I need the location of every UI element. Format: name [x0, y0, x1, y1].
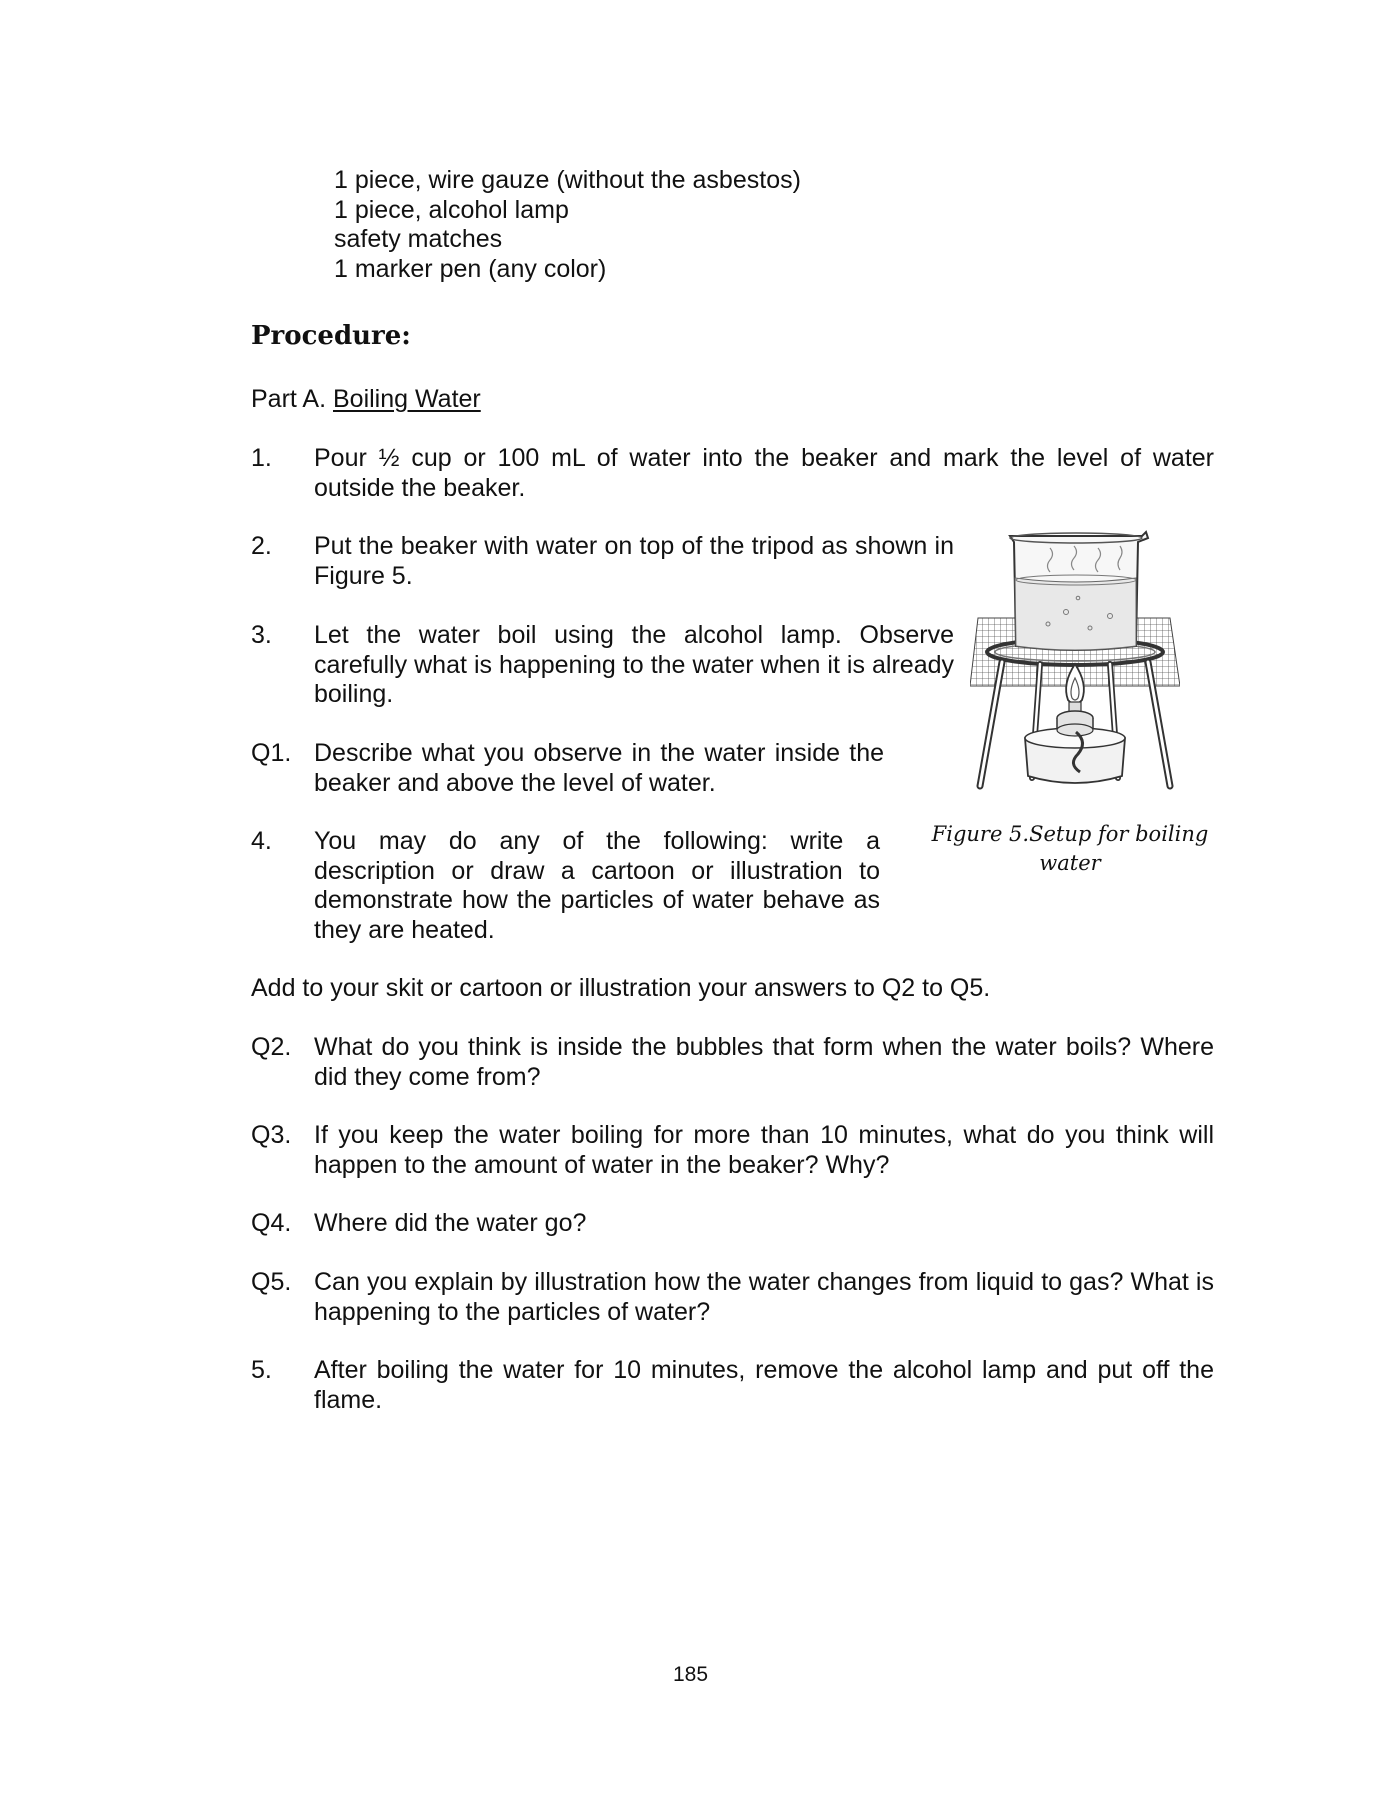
step-text: After boiling the water for 10 minutes, remove the alcohol lamp and put off the flame.: [314, 1356, 1214, 1414]
step-text: What do you think is inside the bubbles that form when the water boils? Where did they come from?: [314, 1033, 1214, 1091]
page-number: 185: [672, 1663, 709, 1686]
step-number: 5.: [251, 1356, 272, 1384]
step-number: Q1.: [251, 739, 292, 767]
step-number: 1.: [251, 444, 272, 472]
step-number: Q3.: [251, 1121, 292, 1149]
part-title: Boiling Water: [333, 385, 481, 413]
step-text: You may do any of the following: write a description or draw a cartoon or illustration to demonstrate how the particles of water behave as they are heated.: [314, 827, 880, 944]
figure-caption: Figure 5.Setup for boiling water: [931, 822, 1209, 875]
step-number: 2.: [251, 532, 272, 560]
boiling-setup-illustration: [970, 528, 1180, 798]
part-prefix: Part A.: [251, 385, 327, 413]
materials-item: 1 piece, wire gauze (without the asbestos): [334, 166, 801, 194]
step-text: If you keep the water boiling for more than 10 minutes, what do you think will happen to the amount of water in the beaker? Why?: [314, 1121, 1214, 1179]
step-number: 3.: [251, 621, 272, 649]
instruction-note: Add to your skit or cartoon or illustration your answers to Q2 to Q5.: [251, 974, 991, 1002]
step-number: Q5.: [251, 1268, 292, 1296]
step-number: 4.: [251, 827, 272, 855]
step-text: Describe what you observe in the water inside the beaker and above the level of water.: [314, 739, 884, 797]
part-a-title: [251, 385, 481, 415]
procedure-heading: Procedure:: [251, 321, 411, 351]
materials-item: 1 marker pen (any color): [334, 254, 607, 283]
step-number: Q4.: [251, 1209, 292, 1237]
materials-item: safety matches: [334, 225, 503, 253]
step-text: Pour ½ cup or 100 mL of water into the beaker and mark the level of water outside the beaker.: [314, 444, 1214, 502]
materials-list: [334, 166, 801, 284]
materials-item: 1 piece, alcohol lamp: [334, 195, 569, 224]
step-text: Where did the water go?: [314, 1209, 587, 1237]
step-text: Put the beaker with water on top of the tripod as shown in Figure 5.: [314, 532, 954, 590]
step-text: Let the water boil using the alcohol lamp. Observe carefully what is happening to the water when it is already boiling.: [314, 621, 954, 708]
step-number: Q2.: [251, 1033, 292, 1061]
step-text: Can you explain by illustration how the water changes from liquid to gas? What is happening to the particles of water?: [314, 1268, 1214, 1326]
